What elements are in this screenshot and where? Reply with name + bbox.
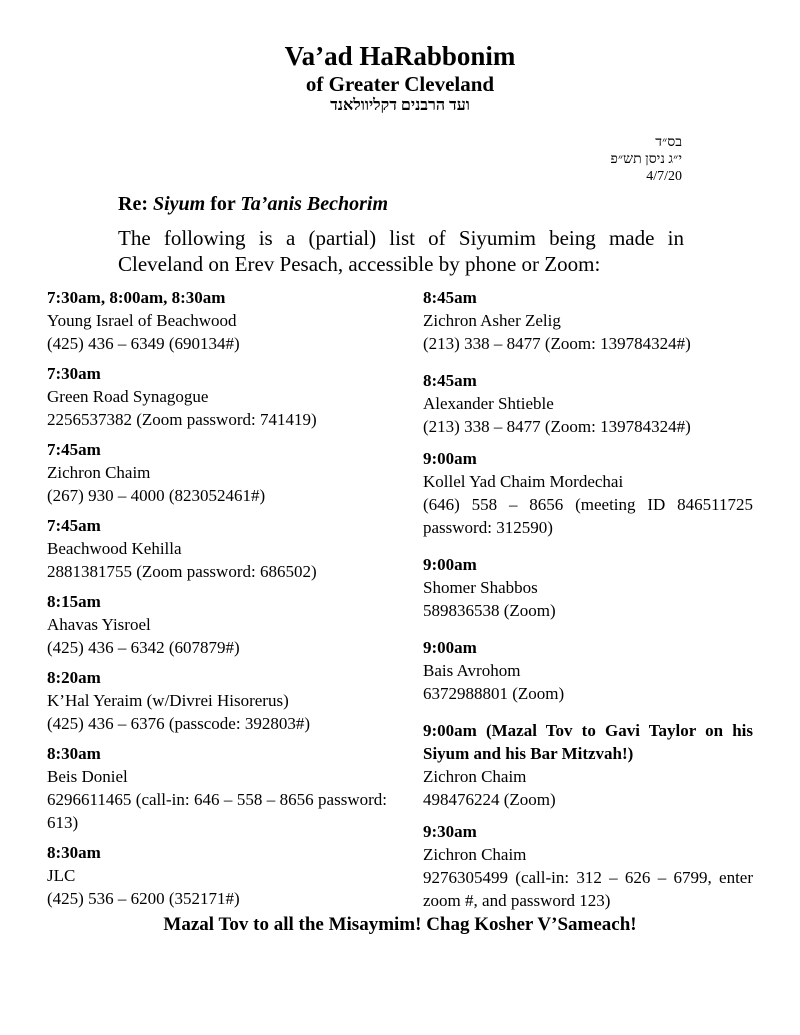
subject-line (118, 193, 388, 216)
entry-time: 9:30am (423, 822, 477, 841)
siyum-entry (423, 369, 753, 438)
siyum-entry (47, 362, 387, 431)
organization-title: Va’ad HaRabbonim (284, 41, 516, 71)
entry-contact: 2256537382 (Zoom password: 741419) (47, 410, 317, 429)
entry-time: 8:45am (423, 371, 477, 390)
entry-contact: 589836538 (Zoom) (423, 601, 556, 620)
entry-place: JLC (47, 866, 76, 885)
entry-place: Bais Avrohom (423, 661, 521, 680)
entry-contact: (425) 536 – 6200 (352171#) (47, 889, 240, 908)
entry-contact: 9276305499 (call-in: 312 – 626 – 6799, enter zoom #, and password 123) (423, 868, 753, 910)
entry-place: K’Hal Yeraim (w/Divrei Hisorerus) (47, 691, 289, 710)
entry-time: 7:30am, 8:00am, 8:30am (47, 288, 226, 307)
hebrew-date: י״ג ניסן תש״פ (610, 152, 682, 167)
entry-contact: (646) 558 – 8656 (meeting ID 846511725 password: 312590) (423, 495, 753, 537)
entry-time: 7:45am (47, 440, 101, 459)
subject-taanis: Ta’anis Bechorim (240, 193, 389, 215)
entry-time: 8:30am (47, 843, 101, 862)
entry-contact: 2881381755 (Zoom password: 686502) (47, 562, 317, 581)
entry-contact: (213) 338 – 8477 (Zoom: 139784324#) (423, 417, 691, 436)
entry-time: 9:00am (423, 449, 477, 468)
entry-contact: (425) 436 – 6349 (690134#) (47, 334, 240, 353)
entry-time: 8:15am (47, 592, 101, 611)
siyum-entry (47, 438, 387, 507)
entry-contact: 498476224 (Zoom) (423, 790, 556, 809)
entry-place: Zichron Chaim (47, 463, 151, 482)
entry-time: 9:00am (423, 638, 477, 657)
siyum-entry (47, 666, 387, 735)
subject-siyum: Siyum (152, 193, 206, 215)
entry-contact: 6296611465 (call-in: 646 – 558 – 8656 password: 613) (47, 790, 387, 832)
subject-for: for (210, 193, 236, 215)
organization-subtitle: of Greater Cleveland (305, 72, 495, 96)
entry-contact: (425) 436 – 6342 (607879#) (47, 638, 240, 657)
entry-place: Zichron Chaim (423, 845, 527, 864)
entry-place: Alexander Shtieble (423, 394, 554, 413)
entry-place: Beachwood Kehilla (47, 539, 182, 558)
right-column (423, 286, 753, 918)
siyum-entry (423, 286, 753, 355)
siyum-entry (47, 742, 387, 834)
entry-place: Young Israel of Beachwood (47, 311, 237, 330)
siyum-entry (423, 820, 753, 912)
entry-place: Shomer Shabbos (423, 578, 538, 597)
entry-contact: 6372988801 (Zoom) (423, 684, 565, 703)
organization-hebrew-name: ועד הרבנים דקליוולאנד (330, 97, 470, 114)
intro-paragraph: The following is a (partial) list of Siyumim being made in Cleveland on Erev Pesach, accessible by phone or Zoom: (118, 226, 684, 276)
entry-time: 9:00am (Mazal Tov to Gavi Taylor on his Siyum and his Bar Mitzvah!) (423, 721, 753, 763)
subject-prefix: Re: (118, 193, 148, 215)
siyum-entry (423, 719, 753, 811)
footer-blessing: Mazal Tov to all the Misaymim! Chag Kosher V’Sameach! (163, 914, 637, 935)
entry-time: 8:20am (47, 668, 101, 687)
siyum-entry (47, 841, 387, 910)
entry-place: Kollel Yad Chaim Mordechai (423, 472, 624, 491)
civil-date: 4/7/20 (646, 169, 682, 184)
entry-place: Zichron Chaim (423, 767, 527, 786)
entry-time: 7:45am (47, 516, 101, 535)
left-column (47, 286, 387, 916)
entry-contact: (425) 436 – 6376 (passcode: 392803#) (47, 714, 310, 733)
entry-place: Beis Doniel (47, 767, 128, 786)
siyum-entry (47, 286, 387, 355)
entry-time: 7:30am (47, 364, 101, 383)
date-block (611, 134, 682, 185)
siyum-entry (423, 553, 753, 622)
entry-time: 9:00am (423, 555, 477, 574)
entry-contact: (213) 338 – 8477 (Zoom: 139784324#) (423, 334, 691, 353)
siyum-entry (423, 447, 753, 539)
letterhead (0, 40, 800, 116)
bsd-mark: בס״ד (655, 135, 682, 150)
siyum-entry (47, 590, 387, 659)
entry-place: Ahavas Yisroel (47, 615, 151, 634)
entry-time: 8:30am (47, 744, 101, 763)
entry-place: Zichron Asher Zelig (423, 311, 561, 330)
siyum-entry (423, 636, 753, 705)
entry-place: Green Road Synagogue (47, 387, 209, 406)
entry-contact: (267) 930 – 4000 (823052461#) (47, 486, 266, 505)
entry-time: 8:45am (423, 288, 477, 307)
siyum-entry (47, 514, 387, 583)
